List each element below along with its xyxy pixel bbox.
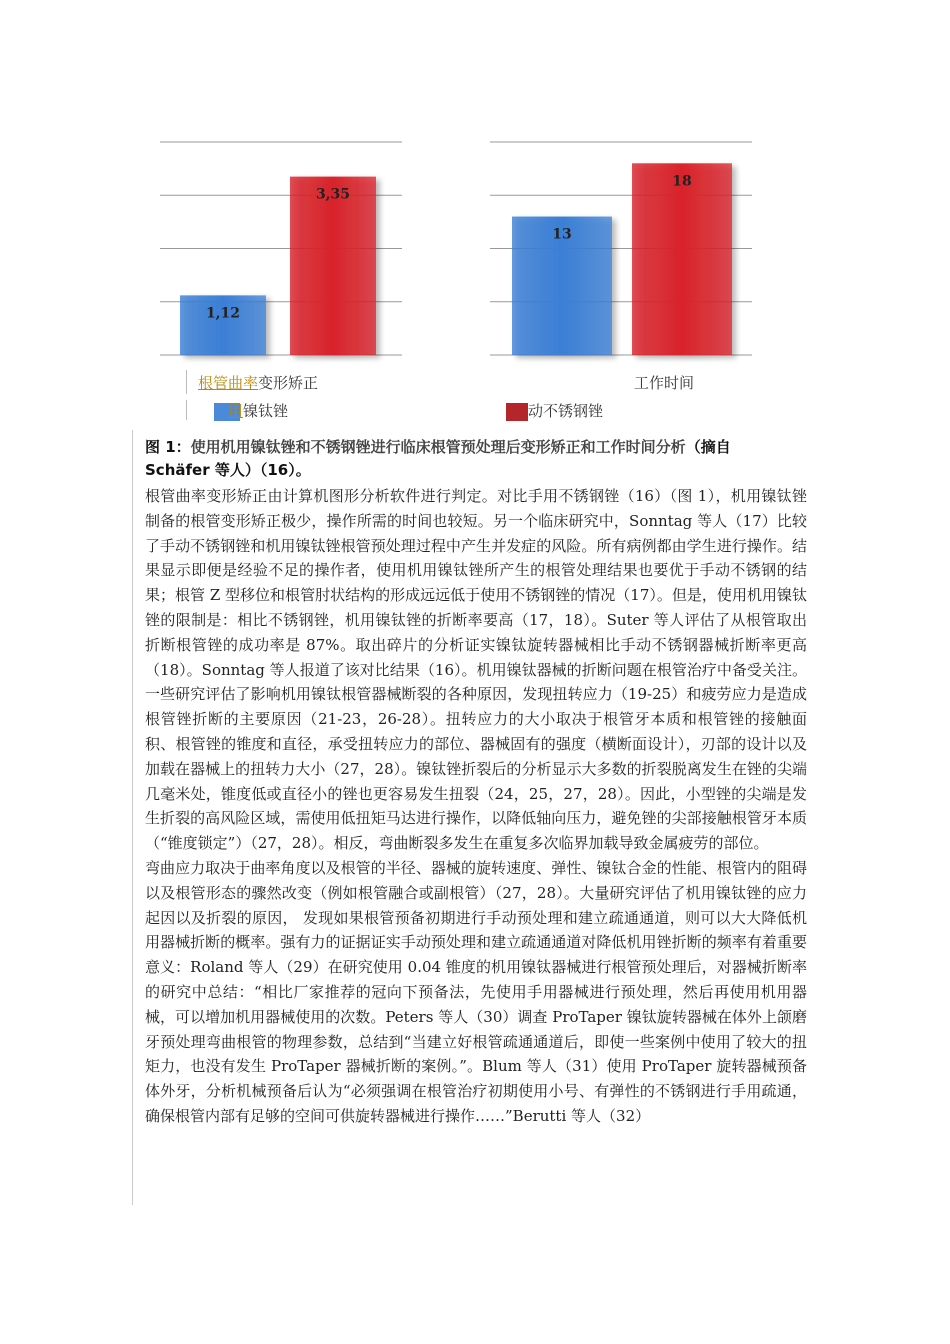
chart-deformation-svg: [160, 130, 410, 370]
chart2-xlabel-text: 工作时间: [634, 374, 695, 392]
chart-working-time: [490, 130, 760, 370]
axis-divider: [186, 370, 187, 394]
bar-blue: [180, 295, 266, 355]
chart-deformation: [160, 130, 410, 370]
legend-item-2-text: 动不锈钢锉: [528, 402, 604, 420]
bar-value-label: 1,12: [205, 305, 241, 322]
article-body: [145, 484, 807, 1129]
legend-divider: [186, 400, 187, 420]
paragraph-2: 弯曲应力取决于曲率角度以及根管的半径、器械的旋转速度、弹性、镍钛合金的性能、根管内的阻碍以及根管形态的骤然改变（例如根管融合或副根管）（27，28）。大量研究评估了机用镍钛锉的应力起因以及折裂的原因， 发现如果根管预备初期进行手动预处理和建立疏通通道，则可以大大降低机用器械折断的概率。强有力的证据证实手动预处理和建立疏通通道对降低机用锉折断的频率有着重要意义：Roland 等人（29）在研究使用 0.04 锥度的机用镍钛器械进行根管预处理后，对器械折断率的研究中总结：“相比厂家推荐的冠向下预备法，先使用手用器械进行预处理，然后再使用机用器械，可以增加机用器械使用的次数。Peters 等人（30）调查 ProTaper 镍钛旋转器械在体外上颌磨牙预处理弯曲根管的物理参数，总结到“当建立好根管疏通通道后，即使一些案例中使用了较大的扭矩力，也没有发生 ProTaper 器械折断的案例。”。Blum 等人（31）使用 ProTaper 旋转器械预备体外牙，分析机械预备后认为“必须强调在根管治疗初期使用小号、有弹性的不锈钢进行手用疏通，确保根管内部有足够的空间可供旋转器械进行操作……”Berutti 等人（32）: [145, 858, 807, 1125]
bar-value-label: 18: [672, 173, 692, 190]
bar-red: [290, 177, 376, 355]
legend-item-1: [228, 400, 288, 421]
figure-caption: [145, 436, 815, 482]
legend-item-1-link[interactable]: 用: [228, 402, 244, 420]
caption-line-1: [145, 436, 815, 459]
legend-item-1-rest: 镍钛锉: [243, 402, 289, 420]
legend-item-2: [528, 400, 603, 421]
bar-value-label: 13: [552, 226, 572, 243]
chart1-xlabel-rest: 变形矫正: [258, 374, 319, 392]
chart1-xlabel-link[interactable]: 根管曲率: [198, 374, 259, 392]
bar-value-label: 3,35: [315, 186, 351, 203]
legend-swatch-red: [506, 403, 528, 421]
chart1-xlabel: [198, 372, 318, 393]
left-margin-rule: [132, 430, 133, 1205]
chart2-xlabel: [634, 372, 694, 393]
chart-working-time-svg: [490, 130, 760, 370]
bar-red: [632, 163, 732, 355]
paragraph-1: 根管曲率变形矫正由计算机图形分析软件进行判定。对比手用不锈钢锉（16）（图 1），机用镍钛锉制备的根管变形矫正极少，操作所需的时间也较短。另一个临床研究中，Sonntag 等人（17）比较了手动不锈钢锉和机用镍钛锉根管预处理过程中产生并发症的风险。所有病例都由学生进行操作。结果显示即便是经验不足的操作者，使用机用镍钛锉所产生的根管处理结果也要优于手动不锈钢的结果；根管 Z 型移位和根管肘状结构的形成远远低于使用不锈钢锉的情况（17）。但是，使用机用镍钛锉的限制是：相比不锈钢锉，机用镍钛锉的折断率要高（17，18）。Suter 等人评估了从根管取出折断根管锉的成功率是 87%。取出碎片的分析证实镍钛旋转器械相比手动不锈钢器械折断率更高（18）。Sonntag 等人报道了该对比结果（16）。机用镍钛器械的折断问题在根管治疗中备受关注。一些研究评估了影响机用镍钛根管器械断裂的各种原因，发现扭转应力（19-25）和疲劳应力是造成根管锉折断的主要原因（21-23，26-28）。扭转应力的大小取决于根管牙本质和根管锉的接触面积、根管锉的锥度和直径，承受扭转应力的部位、器械固有的强度（横断面设计），刃部的设计以及加载在器械上的扭转力大小（27，28）。镍钛锉折裂后的分析显示大多数的折裂脱离发生在锉的尖端几毫米处，锥度低或直径小的锉也更容易发生扭裂（24，25，27，28）。因此，小型锉的尖端是发生折裂的高风险区域，需使用低扭矩马达进行操作，以降低轴向压力，避免锉的尖部接触根管牙本质（“锥度锁定”）（27，28）。相反，弯曲断裂多发生在重复多次临界加载导致金属疲劳的部位。: [145, 487, 807, 853]
caption-line-2: Schäfer 等人）（16）。: [145, 461, 311, 479]
caption-garbled-text: 使用机用镍钛锉和不锈钢锉进行临床根管预处理后变形矫正和工作时间分析: [190, 438, 686, 456]
caption-label: 图 1：: [145, 438, 191, 456]
caption-source-open: （摘自: [685, 438, 731, 456]
